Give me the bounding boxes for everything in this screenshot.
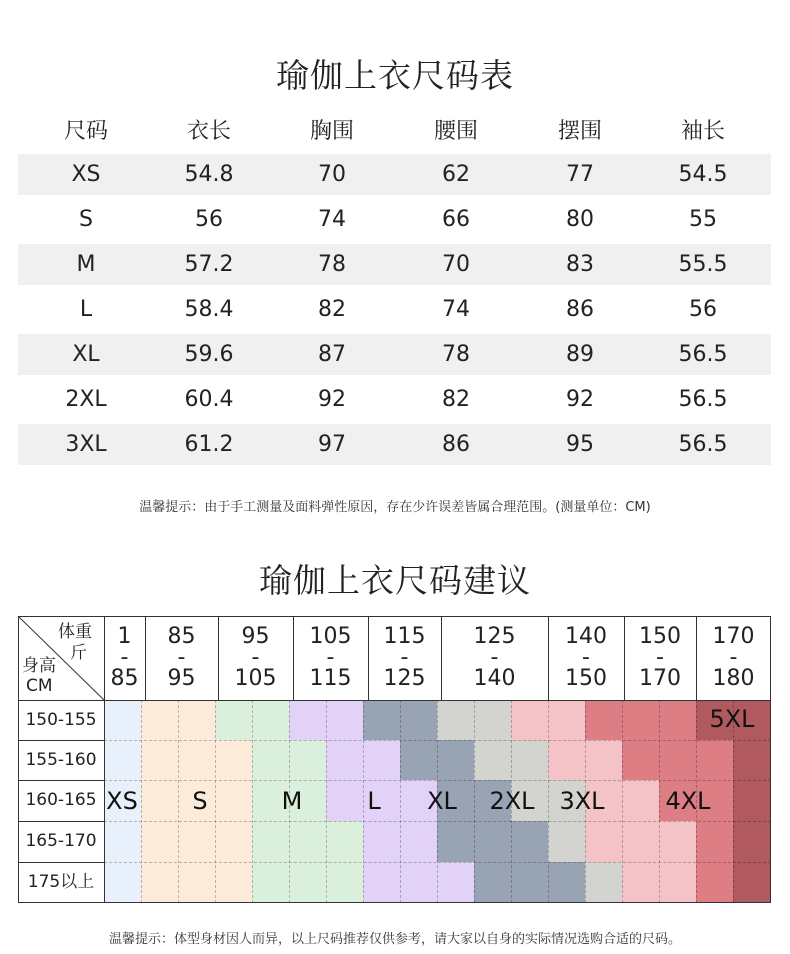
size-table-row: [18, 424, 771, 465]
size-table-header: 摆围: [557, 119, 602, 144]
size-region-cell: [585, 862, 622, 903]
size-region-cell: [659, 862, 696, 903]
size-region-cell: [289, 821, 326, 862]
size-region-cell: [622, 862, 659, 903]
size-table-cell: 86: [566, 297, 594, 322]
size-region-cell: [141, 821, 178, 862]
size-region-cell: [437, 862, 474, 903]
corner-weight-label: 体重: [58, 622, 92, 642]
weight-range-dash: -: [400, 645, 409, 670]
size-region-cell: [622, 780, 659, 821]
size-table-cell: 87: [318, 342, 346, 367]
size-region-cell: [326, 862, 363, 903]
size-table-row: [18, 199, 771, 240]
grid-dash-vertical: [326, 700, 327, 903]
size-region-cell: [326, 821, 363, 862]
weight-range-label: [145, 626, 218, 689]
weight-range-label: [293, 626, 368, 689]
size-region-cell: [141, 740, 178, 780]
weight-range-top: 95: [241, 624, 270, 649]
size-table-row: [18, 154, 771, 195]
size-region-cell: [141, 862, 178, 903]
size-region-cell: [622, 821, 659, 862]
corner-height-unit: CM: [26, 676, 53, 696]
height-range-label: 155-160: [25, 750, 97, 770]
weight-range-bottom: 95: [167, 666, 196, 691]
size-table-cell: 56: [195, 207, 223, 232]
size-table-row: [18, 334, 771, 375]
size-region-cell: [585, 821, 622, 862]
size-table-row: [18, 289, 771, 330]
grid-dash-vertical: [474, 700, 475, 903]
recommend-table-note: 温馨提示：体型身材因人而异，以上尺码推荐仅供参考，请大家以自身的实际情况选购合适的尺码。: [108, 932, 681, 947]
size-table-cell: 58.4: [184, 297, 234, 322]
grid-dash-vertical: [548, 700, 549, 903]
size-region-cell: [437, 740, 474, 780]
size-region-cell: [363, 821, 400, 862]
weight-range-top: 140: [565, 624, 607, 649]
size-table-header: 衣长: [186, 119, 231, 144]
size-region-cell: [400, 821, 437, 862]
weight-range-bottom: 125: [383, 666, 426, 691]
weight-range-label: [441, 626, 548, 689]
weight-range-label: [104, 626, 145, 689]
size-table-header: 腰围: [433, 119, 478, 144]
grid-dash-vertical: [622, 700, 623, 903]
size-region-cell: [548, 740, 585, 780]
size-region-cell: [696, 740, 733, 780]
weight-range-top: 1: [117, 624, 132, 649]
size-table-cell: 86: [442, 432, 470, 457]
size-recommend-grid: [18, 616, 771, 903]
size-region-cell: [215, 700, 252, 740]
weight-range-dash: -: [326, 645, 335, 670]
grid-line: [18, 616, 771, 617]
size-recommend-label: M: [281, 787, 303, 815]
size-recommend-label: L: [367, 787, 381, 815]
size-region-cell: [622, 740, 659, 780]
size-region-cell: [252, 740, 289, 780]
weight-range-dash: -: [251, 645, 260, 670]
size-table-cell: 70: [318, 162, 346, 187]
size-region-cell: [474, 821, 511, 862]
weight-range-dash: -: [582, 645, 590, 670]
size-table-row: [18, 379, 771, 420]
size-table-cell: 55: [689, 207, 717, 232]
size-region-cell: [511, 862, 548, 903]
size-table-cell: 83: [566, 252, 594, 277]
size-table-header: 袖长: [680, 119, 725, 144]
size-region-cell: [400, 862, 437, 903]
height-range-label: 175以上: [27, 872, 95, 892]
grid-dash-vertical: [400, 700, 401, 903]
size-region-cell: [437, 821, 474, 862]
size-region-cell: [696, 862, 733, 903]
weight-range-top: 85: [167, 624, 196, 649]
size-region-cell: [363, 700, 400, 740]
grid-dash-vertical: [659, 700, 660, 903]
size-table-cell: 97: [318, 432, 346, 457]
corner-diagonal: [18, 616, 104, 700]
size-table-cell: 74: [442, 297, 470, 322]
size-region-cell: [474, 700, 511, 740]
size-region-cell: [178, 700, 215, 740]
weight-range-dash: -: [729, 645, 738, 670]
size-recommend-label: 3XL: [559, 787, 605, 815]
size-region-cell: [104, 862, 141, 903]
size-region-cell: [548, 821, 585, 862]
size-region-cell: [548, 700, 585, 740]
weight-range-bottom: 85: [110, 666, 139, 691]
height-range-label: 160-165: [25, 790, 97, 810]
size-region-cell: [104, 821, 141, 862]
weight-range-bottom: 170: [639, 666, 681, 691]
weight-range-top: 125: [473, 624, 516, 649]
size-region-cell: [400, 700, 437, 740]
size-region-cell: [659, 700, 696, 740]
size-table-cell: 59.6: [184, 342, 234, 367]
size-table-cell: 95: [566, 432, 594, 457]
weight-range-bottom: 180: [712, 666, 755, 691]
grid-dash-horizontal: [104, 740, 771, 741]
size-table-cell: 80: [566, 207, 594, 232]
size-region-cell: [511, 700, 548, 740]
size-region-cell: [215, 862, 252, 903]
size-table-cell: 61.2: [184, 432, 234, 457]
weight-range-label: [218, 626, 293, 689]
weight-range-top: 150: [639, 624, 681, 649]
size-table-cell: 78: [442, 342, 470, 367]
size-table-cell: XL: [72, 342, 100, 367]
size-recommend-label: 2XL: [489, 787, 535, 815]
size-recommend-label: S: [192, 787, 208, 815]
size-region-cell: [511, 821, 548, 862]
size-region-cell: [585, 740, 622, 780]
size-table-cell: 54.5: [678, 162, 728, 187]
weight-range-label: [548, 626, 624, 689]
size-table-cell: 56.5: [678, 387, 728, 412]
weight-range-dash: -: [656, 645, 664, 670]
recommend-table-title: 瑜伽上衣尺码建议: [259, 561, 531, 600]
size-recommend-label: XS: [106, 787, 138, 815]
size-region-cell: [474, 740, 511, 780]
size-region-cell: [289, 862, 326, 903]
weight-range-bottom: 150: [565, 666, 607, 691]
size-table-header: 尺码: [63, 119, 108, 144]
size-table-cell: XS: [71, 162, 101, 187]
size-table-cell: M: [76, 252, 96, 277]
size-region-cell: [215, 740, 252, 780]
size-table-cell: 55.5: [678, 252, 728, 277]
size-region-cell: [252, 821, 289, 862]
size-table-cell: 74: [318, 207, 346, 232]
weight-range-label: [696, 626, 771, 689]
height-range-label: 165-170: [25, 831, 97, 851]
size-region-cell: [104, 740, 141, 780]
size-table-cell: 3XL: [65, 432, 107, 457]
grid-dash-horizontal: [104, 862, 771, 863]
size-region-cell: [178, 821, 215, 862]
size-table-cell: 56.5: [678, 432, 728, 457]
grid-dash-vertical: [252, 700, 253, 903]
weight-range-bottom: 115: [309, 666, 352, 691]
size-region-cell: [696, 821, 733, 862]
size-region-cell: [622, 700, 659, 740]
size-region-cell: [326, 740, 363, 780]
size-table-cell: 78: [318, 252, 346, 277]
size-table-header: 胸围: [309, 119, 354, 144]
size-region-cell: [733, 780, 770, 821]
corner-height-label: 身高: [22, 656, 56, 676]
size-table-cell: 62: [442, 162, 470, 187]
size-region-cell: [141, 700, 178, 740]
grid-line: [18, 700, 771, 701]
size-table-cell: 2XL: [65, 387, 107, 412]
size-region-cell: [326, 700, 363, 740]
grid-dash-horizontal: [104, 821, 771, 822]
size-region-cell: [178, 740, 215, 780]
size-recommend-label: 5XL: [709, 705, 755, 733]
size-region-cell: [474, 862, 511, 903]
size-region-cell: [289, 740, 326, 780]
size-region-cell: [289, 700, 326, 740]
weight-range-bottom: 140: [473, 666, 516, 691]
size-region-cell: [659, 821, 696, 862]
size-table-cell: 70: [442, 252, 470, 277]
size-region-cell: [733, 821, 770, 862]
size-region-cell: [252, 862, 289, 903]
size-table-cell: 92: [318, 387, 346, 412]
size-table-cell: 66: [442, 207, 470, 232]
size-region-cell: [659, 740, 696, 780]
size-region-cell: [400, 740, 437, 780]
size-table-cell: 54.8: [184, 162, 234, 187]
corner-weight-unit: 斤: [70, 643, 87, 663]
size-table-cell: 82: [442, 387, 470, 412]
weight-range-dash: -: [120, 645, 129, 670]
size-table-cell: 56: [689, 297, 717, 322]
weight-range-label: [624, 626, 696, 689]
size-region-cell: [363, 740, 400, 780]
size-region-cell: [363, 862, 400, 903]
size-table-cell: L: [79, 297, 93, 322]
size-region-cell: [252, 700, 289, 740]
height-range-label: 150-155: [25, 710, 97, 730]
size-table-cell: 92: [566, 387, 594, 412]
weight-range-top: 105: [309, 624, 352, 649]
size-table-cell: 56.5: [678, 342, 728, 367]
size-recommend-label: XL: [427, 787, 457, 815]
size-region-cell: [733, 740, 770, 780]
size-region-cell: [104, 700, 141, 740]
weight-range-label: [368, 626, 441, 689]
weight-range-dash: -: [490, 645, 499, 670]
size-table-cell: 82: [318, 297, 346, 322]
size-table-note: 温馨提示：由于手工测量及面料弹性原因，存在少许误差皆属合理范围。(测量单位：CM): [139, 500, 651, 515]
size-table-cell: 77: [566, 162, 594, 187]
size-region-cell: [548, 862, 585, 903]
size-table-cell: 89: [566, 342, 594, 367]
size-region-cell: [733, 862, 770, 903]
weight-range-dash: -: [177, 645, 186, 670]
size-region-cell: [215, 821, 252, 862]
size-table-row: [18, 244, 771, 285]
weight-range-bottom: 105: [234, 666, 277, 691]
grid-line: [18, 902, 771, 903]
size-region-cell: [437, 700, 474, 740]
weight-range-top: 115: [383, 624, 426, 649]
weight-range-top: 170: [712, 624, 755, 649]
size-table-cell: S: [79, 207, 93, 232]
size-table-title: 瑜伽上衣尺码表: [276, 56, 514, 95]
size-region-cell: [511, 740, 548, 780]
size-region-cell: [178, 862, 215, 903]
size-region-cell: [585, 700, 622, 740]
size-table-cell: 57.2: [184, 252, 234, 277]
size-table-cell: 60.4: [184, 387, 234, 412]
grid-dash-horizontal: [104, 780, 771, 781]
size-recommend-label: 4XL: [665, 787, 711, 815]
